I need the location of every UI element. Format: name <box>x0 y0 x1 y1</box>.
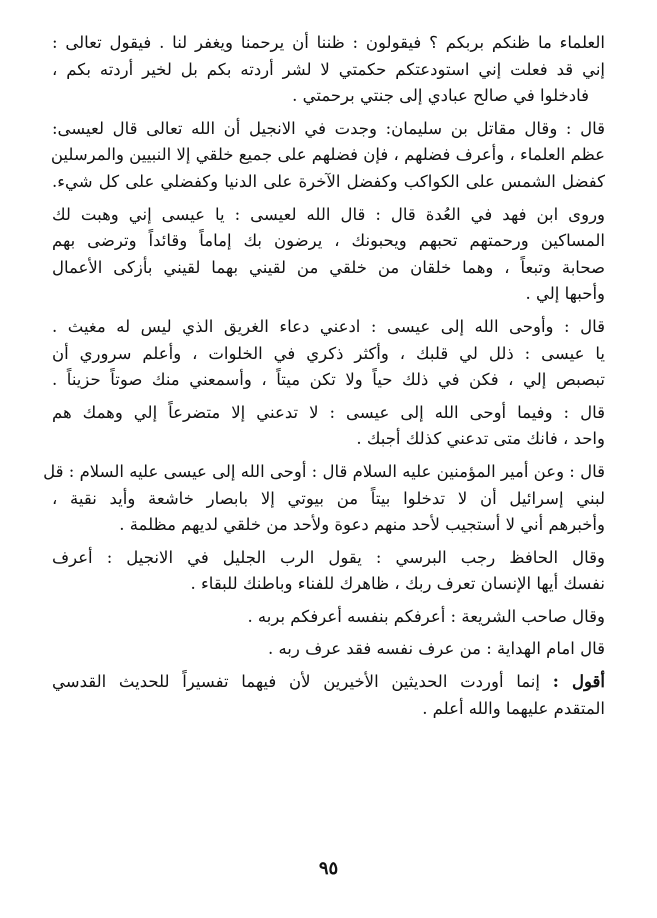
text-line: قال : وقال مقاتل بن سليمان: وجدت في الانجيل أن الله تعالى قال لعيسى: <box>52 118 605 138</box>
text-line: تبصبص إلي ، فكن في ذلك حياً ولا تكن ميتاً ، وأسمعني منك صوتاً حزيناً . <box>52 370 605 390</box>
paragraph <box>52 202 605 308</box>
lead-word: أقول : <box>552 672 605 692</box>
text-segment: إنما أوردت الحديثين الأخيرين لأن فيهما تفسيراً للحديث القدسي <box>52 672 540 692</box>
text-line: قال امام الهداية : من عرف نفسه فقد عرف ربه . <box>267 639 605 659</box>
paragraph <box>52 400 605 453</box>
text-line: المتقدم عليهما والله أعلم . <box>422 698 605 718</box>
text-line: قال : وعن أمير المؤمنين عليه السلام قال : أوحى الله إلى عيسى عليه السلام : قل <box>43 461 605 481</box>
paragraph <box>52 604 605 631</box>
text-line: وروى ابن فهد في العُدة قال : قال الله لعيسى : يا عيسى إني وهبت لك <box>52 204 605 224</box>
text-line: وقال الحافظ رجب البرسي : يقول الرب الجليل في الانجيل : أعرف <box>52 547 605 567</box>
paragraph <box>52 314 605 394</box>
text-line: وأخبرهم أني لا أستجيب لأحد منهم دعوة ولأحد من خلقي لديهم مظلمة . <box>119 515 605 535</box>
text-line: عظم العلماء ، وأعرف فضلهم ، فإن فضلهم على جميع خلقي إلا النبيين والمرسلين <box>50 145 605 165</box>
text-line: لبني إسرائيل أن لا تدخلوا بيتاً من بيوتي إلا بابصار خاشعة وأيد نقية ، <box>52 488 605 508</box>
paragraph <box>52 116 605 196</box>
paragraph <box>52 669 605 722</box>
text-line: نفسك أيها الإنسان تعرف ربك ، ظاهرك للفناء وباطنك للبقاء . <box>190 574 605 594</box>
text-line: يا عيسى : ذلل لي قلبك ، وأكثر ذكري في الخلوات ، وأعلم سروري أن <box>52 343 605 363</box>
paragraph <box>43 459 605 539</box>
paragraph <box>52 636 605 663</box>
text-line: واحد ، فانك متى تدعني كذلك أجبك . <box>356 429 605 449</box>
text-line: صحابة وتبعاً ، وهما خلقان من خلقي من لقيني بهما لقيني بأزكى الأعمال <box>52 257 605 277</box>
text-line: قال : وأوحى الله إلى عيسى : ادعني دعاء الغريق الذي ليس له مغيث . <box>52 316 605 336</box>
text-line: قال : وفيما أوحى الله إلى عيسى : لا تدعني إلا متضرعاً إلي وهمك هم <box>52 402 605 422</box>
text-line: كفضل الشمس على الكواكب وكفضل الآخرة على الدنيا وكفضلي على كل شيء. <box>52 171 605 191</box>
text-line: المساكين ورحمتهم تحبهم ويحبونك ، يرضون بك إماماً وقائداً وترضى بهم <box>52 231 605 251</box>
page-number: ٩٥ <box>318 858 339 879</box>
text-line: إني قد فعلت إني استودعتكم حكمتي لا لشر أردته بكم بل لخير أردته بكم ، <box>52 59 605 79</box>
text-line: فادخلوا في صالح عبادي إلى جنتي برحمتي . <box>292 86 589 106</box>
text-line: وقال صاحب الشريعة : أعرفكم بنفسه أعرفكم بربه . <box>247 606 605 626</box>
text-line <box>52 669 605 696</box>
text-line: وأحبها إلي . <box>525 284 605 304</box>
paragraph <box>52 30 605 110</box>
paragraph <box>52 545 605 598</box>
text-line: العلماء ما ظنكم بربكم ؟ فيقولون : ظننا أن يرحمنا ويغفر لنا . فيقول تعالى : <box>52 33 605 52</box>
